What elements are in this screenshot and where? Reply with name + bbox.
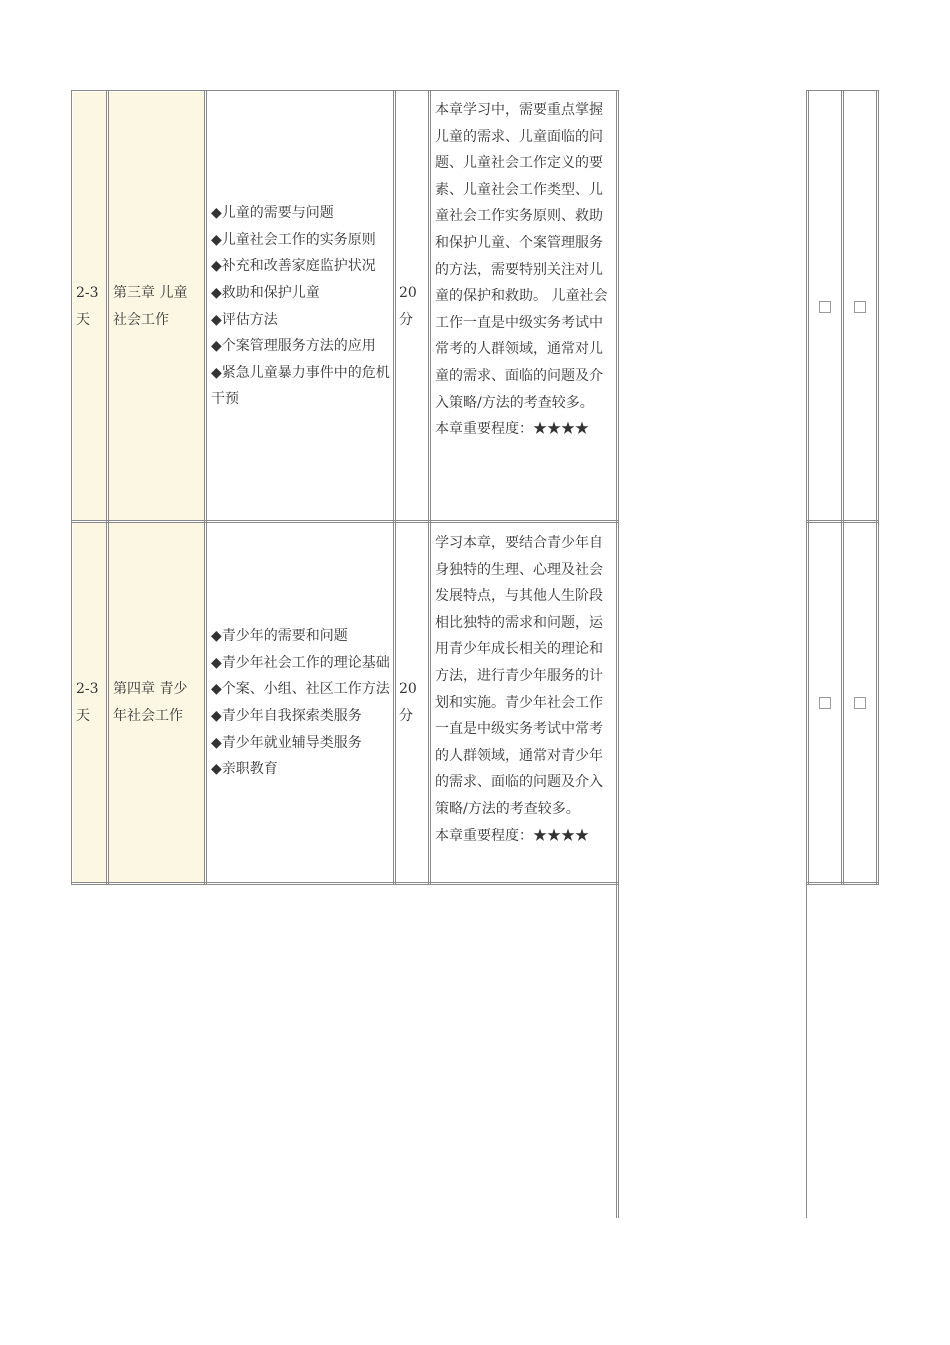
row2-topic-item: ◆亲职教育 bbox=[211, 761, 278, 778]
col-line-score-b bbox=[430, 90, 431, 885]
row2-checkbox-a[interactable] bbox=[819, 697, 831, 709]
row2-description: 学习本章，要结合青少年自身独特的生理、心理及社会发展特点，与其他人生阶段相比独特的需求和问题，运用青少年成长相关的理论和方法，进行青少年服务的计划和实施。青少年社会工作一直是中级实务考试中常考的人群领域，通常对青少年的需求、面临的问题及介入策略/方法的考查较多。 bbox=[435, 535, 603, 817]
row2-check-a-cell bbox=[809, 523, 841, 883]
row1-topic-item: ◆个案管理服务方法的应用 bbox=[211, 338, 376, 355]
row2-topic-item: ◆青少年自我探索类服务 bbox=[211, 708, 362, 724]
row1-days: 2-3天 bbox=[76, 284, 99, 328]
col-line-chapter-b bbox=[206, 90, 207, 885]
row2-days-cell bbox=[76, 523, 104, 883]
row2-topic-item: ◆青少年社会工作的理论基础 bbox=[211, 654, 390, 671]
col-line-desc-a bbox=[616, 90, 617, 1218]
col-line-topics-a bbox=[393, 90, 394, 885]
row1-topic-item: ◆补充和改善家庭监护状况 bbox=[211, 258, 376, 275]
col-line-notes-a bbox=[806, 90, 807, 1218]
col-line-desc-b bbox=[618, 90, 619, 1218]
row2-score: 20分 bbox=[399, 681, 417, 724]
row1-topic-item: ◆评估方法 bbox=[211, 311, 278, 328]
row2-topic-item: ◆个案、小组、社区工作方法 bbox=[211, 681, 390, 698]
row2-topic-item: ◆青少年的需要和问题 bbox=[211, 628, 348, 645]
row1-score-cell bbox=[399, 92, 427, 521]
row2-topic-list bbox=[211, 623, 390, 783]
col-line-left bbox=[71, 90, 72, 885]
col-line-right-b bbox=[878, 90, 879, 885]
row2-check-b-cell bbox=[844, 523, 876, 883]
row2-importance: 本章重要程度：★★★★ bbox=[435, 827, 589, 844]
col-line-topics-b bbox=[395, 90, 396, 885]
row2-checkbox-b[interactable] bbox=[854, 697, 866, 709]
row2-chapter: 第四章 青少年社会工作 bbox=[113, 681, 188, 724]
col-line-days-a bbox=[106, 90, 107, 885]
row1-chapter: 第三章 儿童社会工作 bbox=[113, 284, 188, 328]
row1-topic-item: ◆儿童的需要与问题 bbox=[211, 205, 334, 222]
col-line-check1-a bbox=[841, 90, 842, 885]
row1-topic-list bbox=[211, 200, 391, 413]
row1-topics-cell bbox=[211, 92, 391, 521]
row2-topic-item: ◆青少年就业辅导类服务 bbox=[211, 734, 362, 751]
row2-score-cell bbox=[399, 523, 427, 883]
row1-check-b-cell bbox=[844, 92, 876, 521]
row2-topics-cell bbox=[211, 523, 391, 883]
row1-description: 本章学习中，需要重点掌握儿童的需求、儿童面临的问题、儿童社会工作定义的要素、儿童社会工作类型、儿童社会工作实务原则、救助和保护儿童、个案管理服务的方法，需要特别关注对儿童的保护和救助。 儿童社会工作一直是中级实务考试中常考的人群领域，通常对儿童的需求、面临的问题及介入策略/方法的考查较多。 bbox=[435, 102, 608, 411]
row1-description-cell bbox=[435, 97, 615, 517]
row1-topic-item: ◆救助和保护儿童 bbox=[211, 284, 320, 301]
table-top-border bbox=[71, 90, 618, 91]
row1-checkbox-a[interactable] bbox=[819, 301, 831, 313]
row1-topic-item: ◆紧急儿童暴力事件中的危机干预 bbox=[211, 364, 390, 408]
row1-check-a-cell bbox=[809, 92, 841, 521]
row2-days: 2-3天 bbox=[76, 681, 99, 724]
col-line-days-b bbox=[108, 90, 109, 885]
row1-days-cell bbox=[76, 92, 104, 521]
row1-topic-item: ◆儿童社会工作的实务原则 bbox=[211, 231, 376, 248]
row1-importance: 本章重要程度：★★★★ bbox=[435, 421, 589, 438]
row2-chapter-cell bbox=[113, 523, 201, 883]
row1-chapter-cell bbox=[113, 92, 201, 521]
row2-description-cell bbox=[435, 530, 615, 880]
col-line-right-a bbox=[876, 90, 877, 885]
col-line-score-a bbox=[428, 90, 429, 885]
row1-score: 20分 bbox=[399, 284, 417, 328]
table-bottom-border-b bbox=[71, 884, 618, 885]
col-line-chapter-a bbox=[204, 90, 205, 885]
row1-checkbox-b[interactable] bbox=[854, 301, 866, 313]
